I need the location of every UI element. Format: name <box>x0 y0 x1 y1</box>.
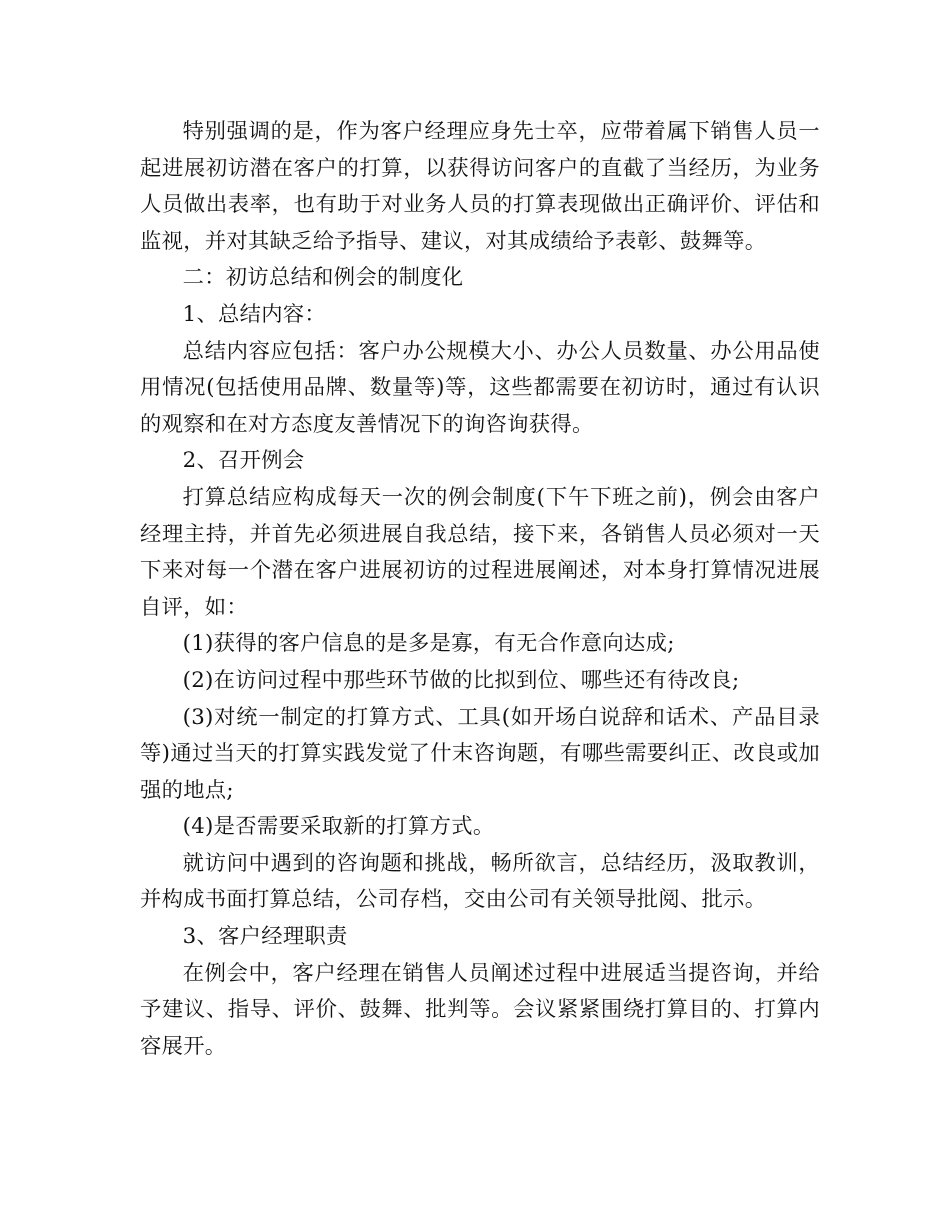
paragraph-emphasis: 特别强调的是，作为客户经理应身先士卒，应带着属下销售人员一起进展初访潜在客户的打算，以获得访问客户的直截了当经历，为业务人员做出表率，也有助于对业务人员的打算表现做出正确评价、评估和监视，并对其缺乏给予指导、建议，对其成绩给予表彰、鼓舞等。 <box>140 119 820 254</box>
list-item-4: (4)是否需要采取新的打算方式。 <box>182 814 495 840</box>
paragraph-challenges: 就访问中遇到的咨询题和挑战，畅所欲言，总结经历，汲取教训，并构成书面打算总结，公司存档，交由公司有关领导批阅、批示。 <box>140 850 820 913</box>
section-heading-summary-meeting: 二：初访总结和例会的制度化 <box>182 265 464 291</box>
paragraph-manager-duties: 在例会中，客户经理在销售人员阐述过程中进展适当提咨询，并给予建议、指导、评价、鼓舞、批判等。会议紧紧围绕打算目的、打算内容展开。 <box>140 960 820 1059</box>
subheading-hold-meeting: 2、召开例会 <box>182 448 305 474</box>
subheading-summary-content: 1、总结内容： <box>182 301 327 327</box>
document-body <box>140 114 820 1065</box>
list-item-1: (1)获得的客户信息的是多是寡，有无合作意向达成; <box>182 631 675 657</box>
paragraph-meeting-system: 打算总结应构成每天一次的例会制度(下午下班之前)，例会由客户经理主持，并首先必须进展自我总结，接下来，各销售人员必须对一天下来对每一个潜在客户进展初访的过程进展阐述，对本身打算情况进展自评，如： <box>140 484 820 620</box>
list-item-2: (2)在访问过程中那些环节做的比拟到位、哪些还有待改良; <box>182 667 740 693</box>
list-item-3: (3)对统一制定的打算方式、工具(如开场白说辞和话术、产品目录等)通过当天的打算实践发觉了什末咨询题，有哪些需要纠正、改良或加强的地点; <box>140 704 820 803</box>
paragraph-summary-content: 总结内容应包括：客户办公规模大小、办公人员数量、办公用品使用情况(包括使用品牌、数量等)等，这些都需要在初访时，通过有认识的观察和在对方态度友善情况下的询咨询获得。 <box>140 338 820 437</box>
subheading-manager-duties: 3、客户经理职责 <box>182 924 348 950</box>
